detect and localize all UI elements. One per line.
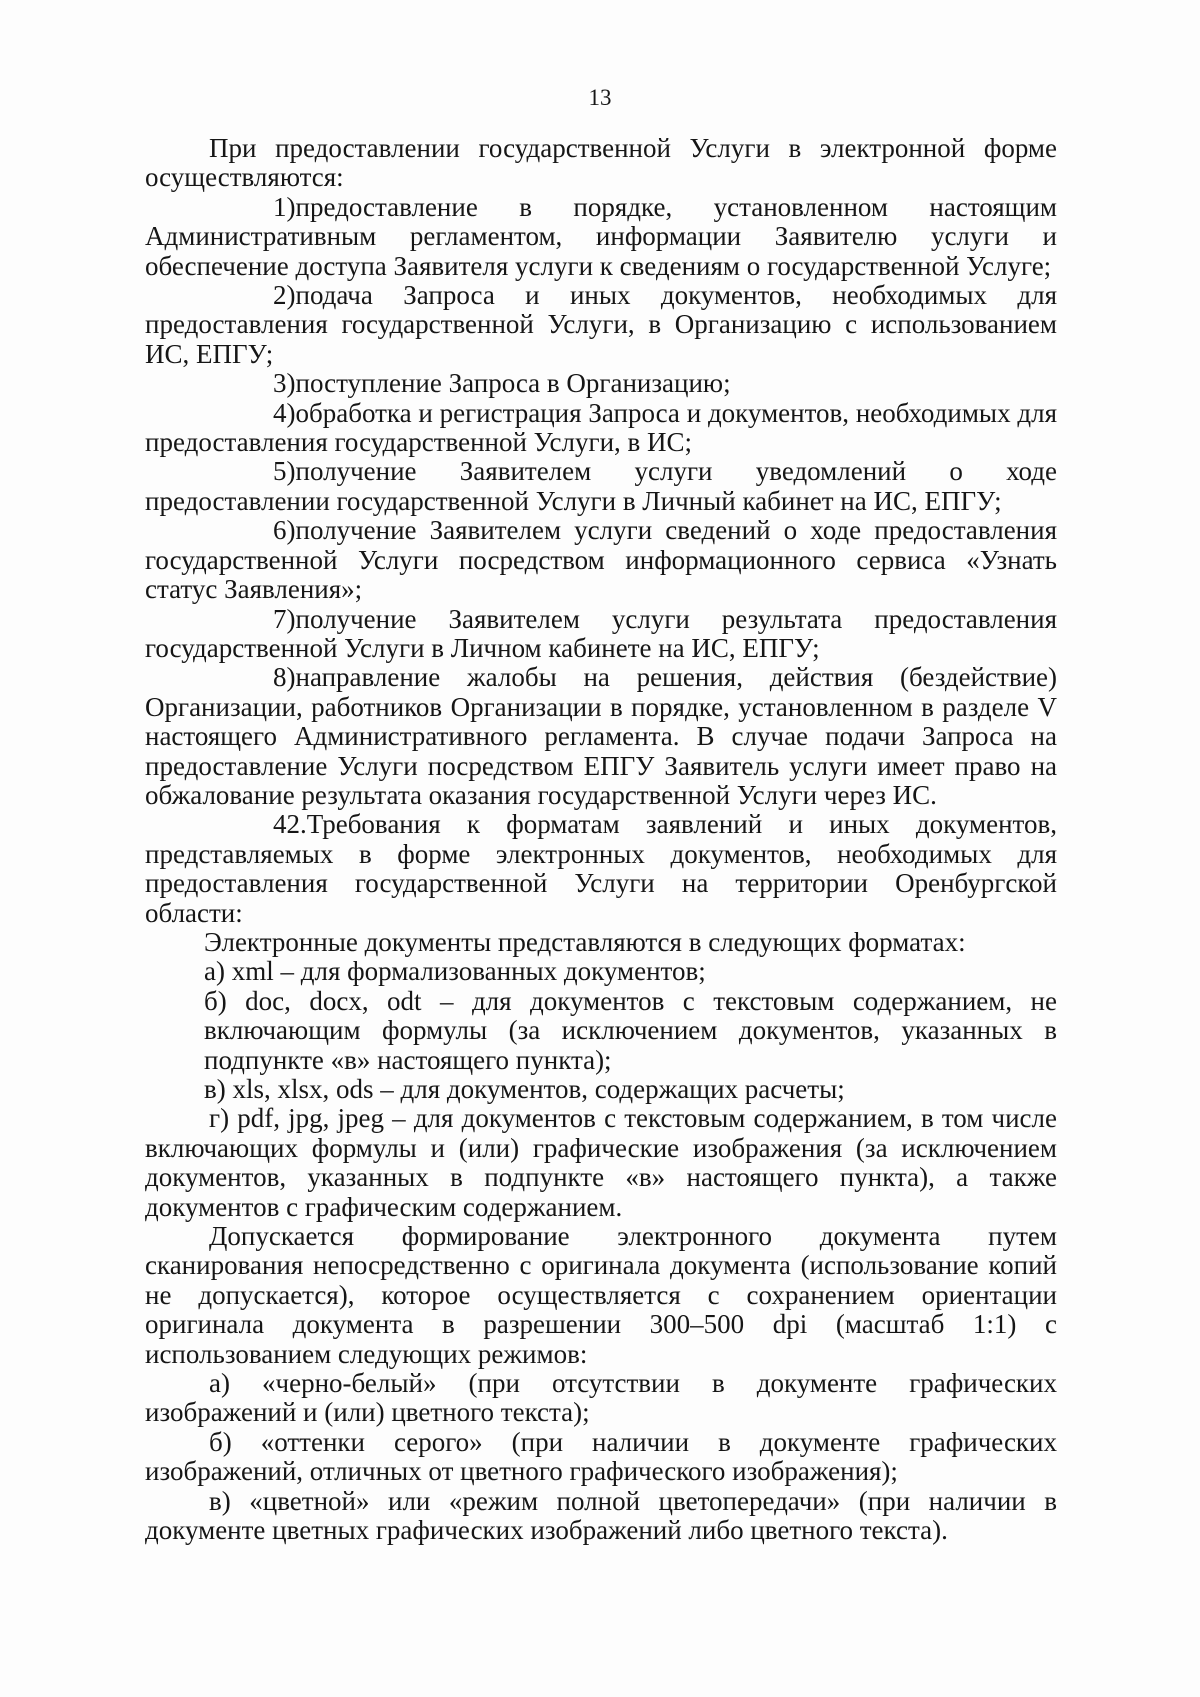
document-body: [145, 134, 1057, 1546]
item-text: получение Заявителем услуги сведений о ходе предоставления государственной Услуги посредством информационного сервиса «Узнать статус Заявления»;: [145, 515, 1057, 605]
section-42: [145, 810, 1057, 928]
item-text: получение Заявителем услуги уведомлений о ходе предоставлении государственной Услуги в Личный кабинет на ИС, ЕПГУ;: [145, 456, 1057, 516]
format-item-v: в) xls, xlsx, ods – для документов, содержащих расчеты;: [204, 1074, 845, 1104]
item-number: 7): [273, 603, 296, 634]
list-item: [145, 369, 1057, 398]
item-text: обработка и регистрация Запроса и документов, необходимых для предоставления государственной Услуги, в ИС;: [145, 397, 1057, 458]
list-item: [145, 399, 1057, 458]
item-text: предоставление в порядке, установленном настоящим Административным регламентом, информации Заявителю услуги и обеспечение доступа Заявителя услуги к сведениям о государственной Услуге;: [145, 191, 1057, 281]
item-number: 1): [273, 191, 296, 222]
mode-item-v: в) «цветной» или «режим полной цветопередачи» (при наличии в документе цветных графических изображений либо цветного текста).: [145, 1485, 1057, 1546]
item-number: 4): [273, 397, 296, 428]
list-item: [145, 193, 1057, 281]
mode-item-a: а) «черно-белый» (при отсутствии в документе графических изображений и (или) цветного текста);: [145, 1368, 1057, 1428]
list-item: [145, 281, 1057, 369]
item-text: поступление Запроса в Организацию;: [295, 368, 731, 399]
list-item: [145, 663, 1057, 810]
item-text: подача Запроса и иных документов, необходимых для предоставления государственной Услуги, в Организацию с использованием ИС, ЕПГУ;: [145, 280, 1057, 369]
mode-item-b: б) «оттенки серого» (при наличии в документе графических изображений, отличных от цветного графического изображения);: [145, 1426, 1057, 1487]
item-number: 2): [273, 280, 296, 311]
item-text: получение Заявителем услуги результата предоставления государственной Услуги в Личном кабинете на ИС, ЕПГУ;: [145, 603, 1057, 663]
page-number: 13: [588, 85, 612, 110]
item-number: 3): [273, 368, 296, 399]
section-number: 42.: [273, 809, 307, 840]
intro-paragraph: При предоставлении государственной Услуги в электронной форме осуществляются:: [145, 133, 1057, 193]
list-item: [145, 516, 1057, 604]
scan-paragraph: Допускается формирование электронного документа путем сканирования непосредственно с оригинала документа (использование копий не допускается), которое осуществляется с сохранением ориентации оригинала документа в разрешении 300–500 dpi (масштаб 1:1) с использованием следующих режимов:: [145, 1221, 1057, 1369]
list-item: [145, 457, 1057, 516]
item-number: 8): [273, 662, 296, 693]
item-number: 5): [273, 456, 296, 487]
item-number: 6): [273, 515, 296, 546]
format-item-a: а) xml – для формализованных документов;: [204, 956, 706, 987]
list-item: [145, 605, 1057, 664]
formats-intro: Электронные документы представляются в следующих форматах:: [204, 926, 966, 957]
formats-list: [145, 928, 1057, 1104]
format-item-g: г) pdf, jpg, jpeg – для документов с текстовым содержанием, в том числе включающих формулы и (или) графические изображения (за исключением документов, указанных в подпункте «в» настоящего пункта), а также документов с графическим содержанием.: [145, 1103, 1057, 1222]
format-item-b: б) doc, docx, odt – для документов с текстовым содержанием, не включающим формулы (за исключением документов, указанных в подпункте «в» настоящего пункта);: [204, 985, 1057, 1075]
item-text: направление жалобы на решения, действия (бездействие) Организации, работников Организации в порядке, установленном в разделе V настоящего Административного регламента. В случае подачи Запроса на предоставление Услуги посредством ЕПГУ Заявитель услуги имеет право на обжалование результата оказания государственной Услуги через ИС.: [145, 662, 1057, 810]
section-text: Требования к форматам заявлений и иных документов, представляемых в форме электронных документов, необходимых для предоставления государственной Услуги на территории Оренбургской области:: [145, 809, 1057, 928]
